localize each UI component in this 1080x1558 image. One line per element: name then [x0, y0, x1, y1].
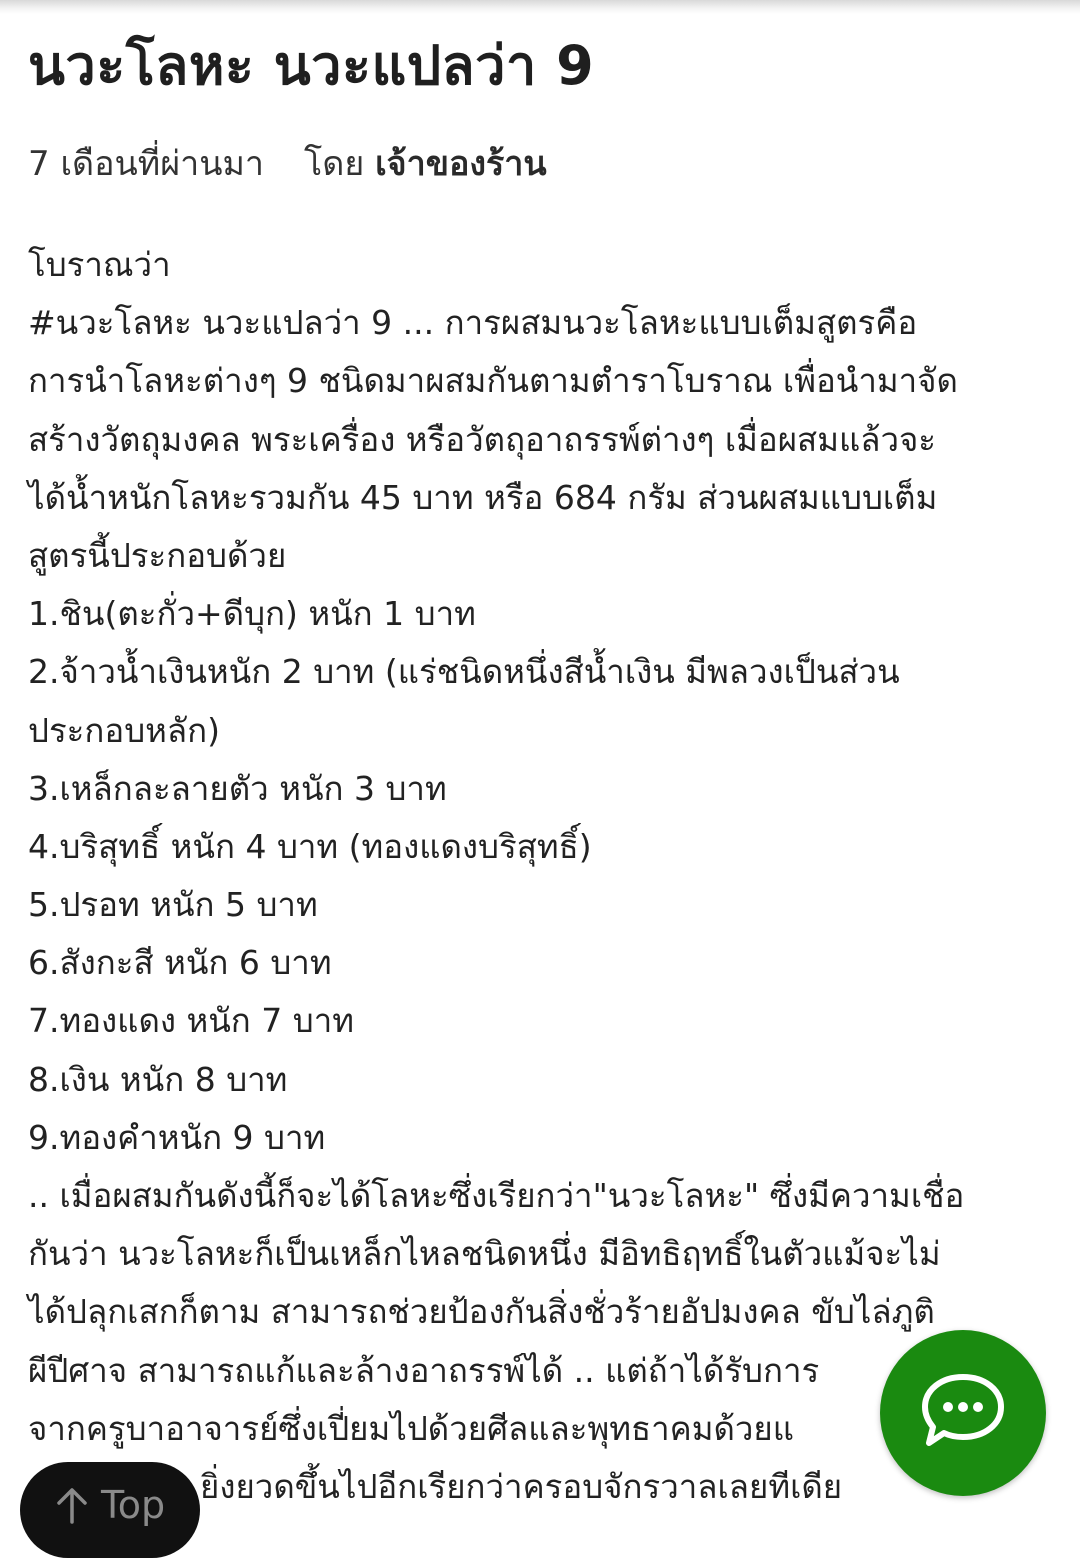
article-meta [28, 142, 1058, 186]
list-item: 1.ชิน(ตะกั่ว+ดีบุก) หนัก 1 บาท [28, 594, 476, 634]
article-body [28, 236, 1058, 1516]
list-item: 8.เงิน หนัก 8 บาท [28, 1059, 288, 1099]
list-item: 9.ทองคำหนัก 9 บาท [28, 1117, 326, 1157]
author-link[interactable]: เจ้าของร้าน [375, 144, 547, 184]
chat-button[interactable] [880, 1330, 1046, 1496]
arrow-up-icon [55, 1486, 89, 1524]
body-line: ได้ปลุกเสกก็ตาม สามารถช่วยป้องกันสิ่งชั่วร้ายอัปมงคล ขับไล่ภูติ [28, 1292, 935, 1332]
list-item: ประกอบหลัก) [28, 710, 220, 750]
by-label: โดย [303, 144, 365, 184]
body-line: ผีปีศาจ สามารถแก้และล้างอาถรรพ์ได้ .. แต่ถ้าได้รับการ [28, 1350, 820, 1390]
list-item: 2.จ้าวน้ำเงินหนัก 2 บาท (แร่ชนิดหนึ่งสีน้ำเงิน มีพลวงเป็นส่วน [28, 652, 900, 692]
list-item: 5.ปรอท หนัก 5 บาท [28, 885, 318, 925]
list-item: 3.เหล็กละลายตัว หนัก 3 บาท [28, 768, 447, 808]
article-title: นวะโลหะ นวะแปลว่า 9 [28, 34, 595, 97]
back-to-top-button[interactable] [20, 1462, 200, 1558]
list-item: 4.บริสุทธิ์ หนัก 4 บาท (ทองแดงบริสุทธิ์) [28, 826, 592, 866]
body-line: .. เมื่อผสมกันดังนี้ก็จะได้โลหะซึ่งเรียกว่า"นวะโลหะ" ซึ่งมีความเชื่อ [28, 1176, 965, 1215]
top-shadow [0, 0, 1080, 14]
post-time: 7 เดือนที่ผ่านมา [28, 144, 264, 184]
list-item: 6.สังกะสี หนัก 6 บาท [28, 943, 332, 983]
article [28, 30, 1058, 1516]
body-line: การนำโลหะต่างๆ 9 ชนิดมาผสมกันตามตำราโบราณ เพื่อนำมาจัด [28, 361, 958, 401]
list-item: 7.ทองแดง หนัก 7 บาท [28, 1001, 354, 1041]
body-line: สร้างวัตถุมงคล พระเครื่อง หรือวัตถุอาถรรพ์ต่างๆ เมื่อผสมแล้วจะ [28, 419, 937, 459]
body-line: จากครูบาอาจารย์ซึ่งเปี่ยมไปด้วยศีลและพุทธาคมด้วยแ [28, 1408, 795, 1448]
body-line: #นวะโลหะ นวะแปลว่า 9 ... การผสมนวะโลหะแบบเต็มสูตรคือ [28, 303, 918, 343]
chat-bubble-icon [917, 1371, 1009, 1455]
body-line: โบราณว่า [28, 245, 171, 284]
body-line: ได้น้ำหนักโลหะรวมกัน 45 บาท หรือ 684 กรัม ส่วนผสมแบบเต็ม [28, 477, 938, 517]
body-line: กันว่า นวะโลหะก็เป็นเหล็กไหลชนิดหนึ่ง มีอิทธิฤทธิ์ในตัวแม้จะไม่ [28, 1234, 941, 1274]
body-line: สูตรนี้ประกอบด้วย [28, 535, 287, 575]
body-line: ยิ่งยวดขึ้นไปอีกเรียกว่าครอบจักรวาลเลยทีเดีย [200, 1466, 843, 1506]
back-to-top-label: Top [100, 1483, 166, 1527]
